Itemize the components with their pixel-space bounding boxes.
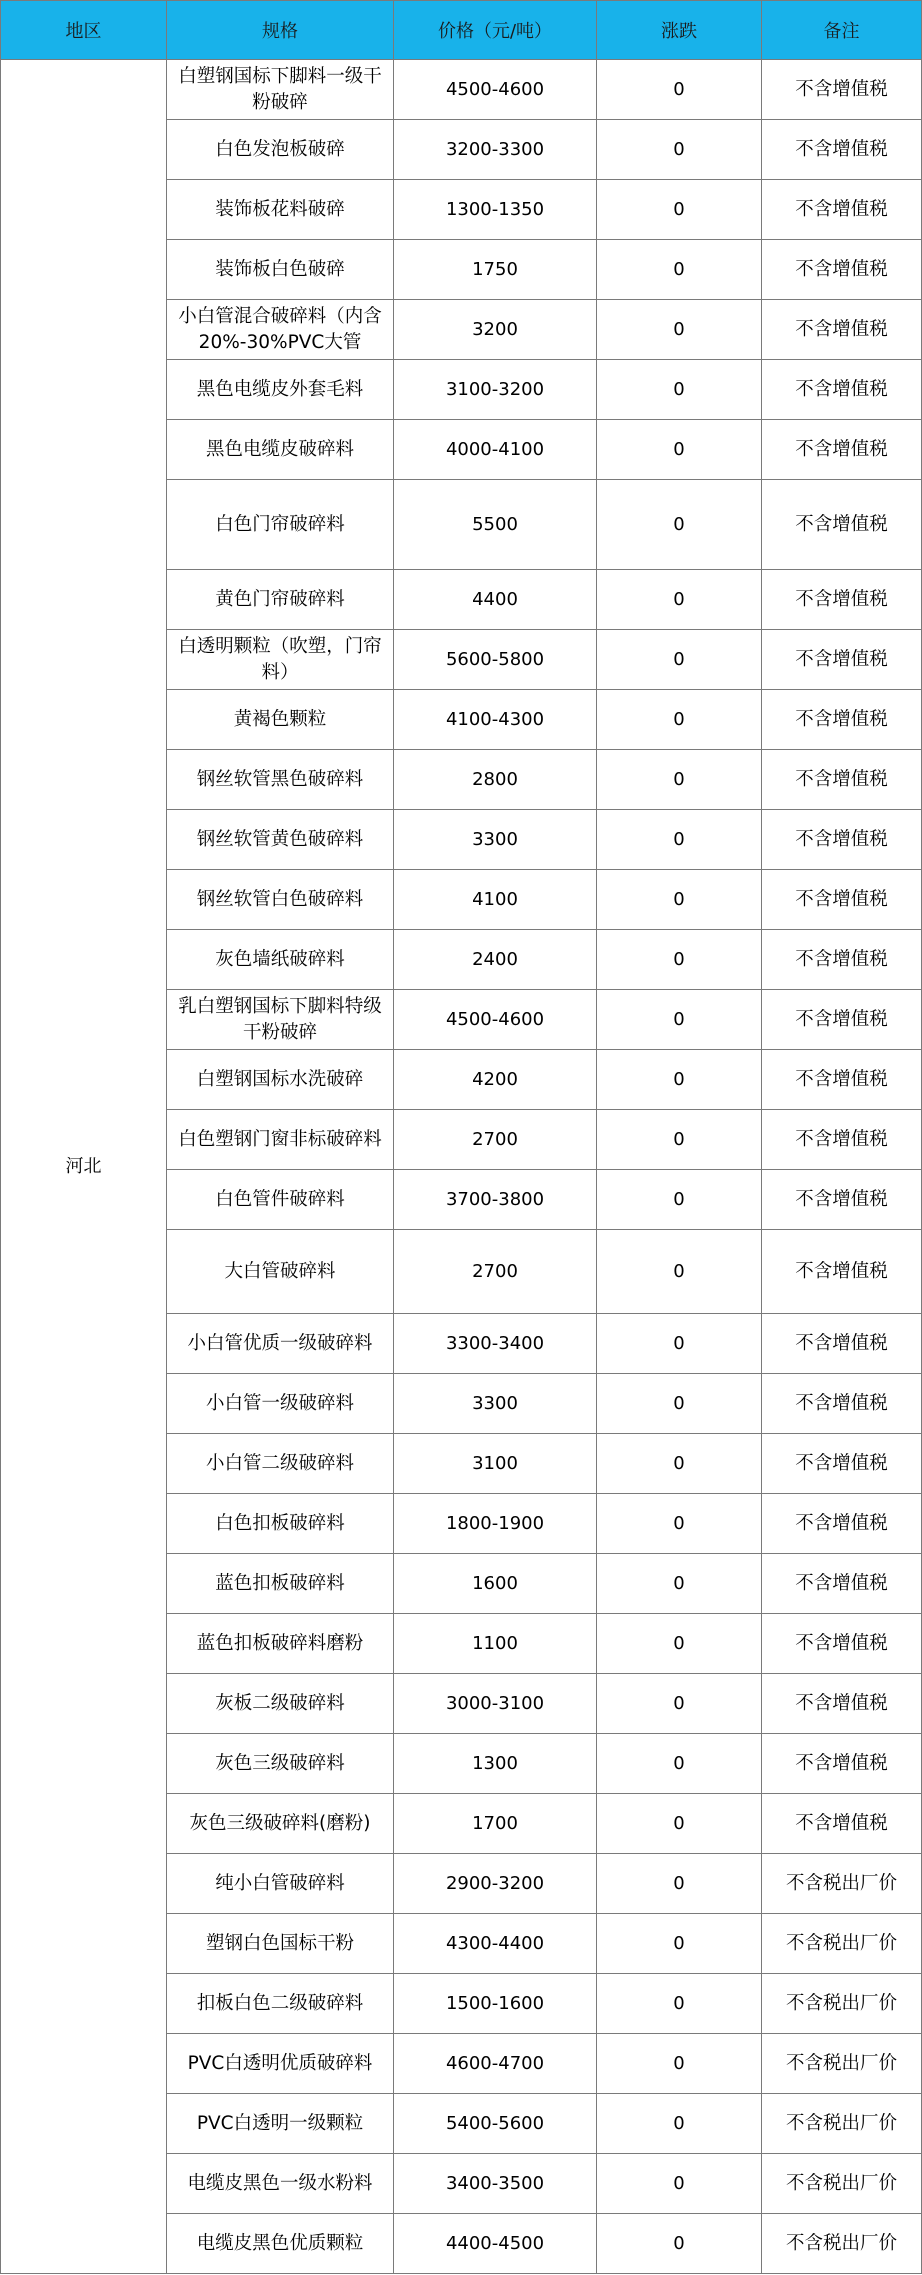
spec-text: 大白管破碎料 — [224, 1260, 336, 1282]
spec-cell — [167, 870, 394, 930]
spec-text: 灰色墙纸破碎料 — [215, 948, 345, 970]
change-cell: 0 — [597, 1914, 762, 1974]
note-cell: 不含税出厂价 — [762, 1974, 922, 2034]
note-cell: 不含税出厂价 — [762, 1914, 922, 1974]
spec-cell — [167, 690, 394, 750]
table-header-row — [1, 1, 922, 60]
spec-cell — [167, 240, 394, 300]
spec-cell — [167, 2154, 394, 2214]
change-cell: 0 — [597, 570, 762, 630]
spec-cell — [167, 570, 394, 630]
note-cell: 不含增值税 — [762, 300, 922, 360]
price-cell: 1100 — [394, 1614, 597, 1674]
spec-cell — [167, 120, 394, 180]
price-cell: 3300-3400 — [394, 1314, 597, 1374]
change-cell: 0 — [597, 2214, 762, 2274]
change-cell: 0 — [597, 180, 762, 240]
note-cell: 不含增值税 — [762, 750, 922, 810]
price-cell: 2700 — [394, 1230, 597, 1314]
spec-text: 蓝色扣板破碎料 — [215, 1572, 345, 1594]
change-cell: 0 — [597, 2154, 762, 2214]
spec-cell — [167, 1494, 394, 1554]
spec-cell — [167, 1974, 394, 2034]
change-cell: 0 — [597, 1734, 762, 1794]
change-cell: 0 — [597, 690, 762, 750]
change-cell: 0 — [597, 1494, 762, 1554]
price-cell: 3100-3200 — [394, 360, 597, 420]
spec-text: 黄褐色颗粒 — [233, 708, 327, 730]
price-cell: 2800 — [394, 750, 597, 810]
spec-text: 小白管一级破碎料 — [205, 1392, 354, 1414]
spec-text: 装饰板白色破碎 — [215, 258, 345, 280]
price-cell: 3700-3800 — [394, 1170, 597, 1230]
spec-text: 白色管件破碎料 — [215, 1188, 345, 1210]
spec-text: 装饰板花料破碎 — [215, 198, 345, 220]
price-cell: 1750 — [394, 240, 597, 300]
change-cell: 0 — [597, 2094, 762, 2154]
note-cell: 不含增值税 — [762, 930, 922, 990]
price-cell: 3200-3300 — [394, 120, 597, 180]
price-cell: 4400-4500 — [394, 2214, 597, 2274]
header-note: 备注 — [762, 1, 922, 60]
spec-cell — [167, 1050, 394, 1110]
note-cell: 不含增值税 — [762, 1554, 922, 1614]
note-cell: 不含增值税 — [762, 120, 922, 180]
note-cell: 不含增值税 — [762, 1734, 922, 1794]
price-cell: 1600 — [394, 1554, 597, 1614]
note-cell: 不含增值税 — [762, 1170, 922, 1230]
spec-text: 电缆皮黑色优质颗粒 — [196, 2232, 364, 2254]
note-cell: 不含增值税 — [762, 1674, 922, 1734]
spec-text: 小白管优质一级破碎料 — [187, 1332, 373, 1354]
price-cell: 4400 — [394, 570, 597, 630]
note-cell: 不含增值税 — [762, 690, 922, 750]
note-cell: 不含增值税 — [762, 1374, 922, 1434]
price-cell: 4100-4300 — [394, 690, 597, 750]
note-cell: 不含增值税 — [762, 60, 922, 120]
note-cell: 不含增值税 — [762, 1614, 922, 1674]
note-cell: 不含税出厂价 — [762, 1854, 922, 1914]
price-cell: 4200 — [394, 1050, 597, 1110]
spec-text: PVC白透明一级颗粒 — [196, 2112, 364, 2134]
spec-cell — [167, 480, 394, 570]
change-cell: 0 — [597, 1050, 762, 1110]
change-cell: 0 — [597, 60, 762, 120]
note-cell: 不含增值税 — [762, 1050, 922, 1110]
change-cell: 0 — [597, 300, 762, 360]
note-cell: 不含增值税 — [762, 1494, 922, 1554]
note-cell: 不含增值税 — [762, 360, 922, 420]
spec-text: 扣板白色二级破碎料 — [196, 1992, 364, 2014]
spec-text: 灰板二级破碎料 — [215, 1692, 345, 1714]
spec-text: 灰色三级破碎料 — [215, 1752, 345, 1774]
note-cell: 不含增值税 — [762, 1314, 922, 1374]
price-cell: 4600-4700 — [394, 2034, 597, 2094]
header-price: 价格（元/吨） — [394, 1, 597, 60]
change-cell: 0 — [597, 1974, 762, 2034]
price-cell: 3200 — [394, 300, 597, 360]
price-cell: 2900-3200 — [394, 1854, 597, 1914]
spec-cell — [167, 300, 394, 360]
spec-cell — [167, 1170, 394, 1230]
note-cell: 不含增值税 — [762, 990, 922, 1050]
change-cell: 0 — [597, 1434, 762, 1494]
note-cell: 不含税出厂价 — [762, 2214, 922, 2274]
note-cell: 不含增值税 — [762, 240, 922, 300]
change-cell: 0 — [597, 1314, 762, 1374]
change-cell: 0 — [597, 930, 762, 990]
header-change: 涨跌 — [597, 1, 762, 60]
spec-cell — [167, 1374, 394, 1434]
spec-cell — [167, 2034, 394, 2094]
change-cell: 0 — [597, 1674, 762, 1734]
spec-cell — [167, 630, 394, 690]
price-cell: 3300 — [394, 810, 597, 870]
spec-cell — [167, 1914, 394, 1974]
price-cell: 3000-3100 — [394, 1674, 597, 1734]
spec-cell — [167, 2094, 394, 2154]
note-cell: 不含增值税 — [762, 480, 922, 570]
change-cell: 0 — [597, 1554, 762, 1614]
spec-cell — [167, 1314, 394, 1374]
spec-cell — [167, 1854, 394, 1914]
spec-cell — [167, 990, 394, 1050]
note-cell: 不含增值税 — [762, 630, 922, 690]
price-cell: 3100 — [394, 1434, 597, 1494]
spec-cell — [167, 1434, 394, 1494]
change-cell: 0 — [597, 870, 762, 930]
spec-text: 小白管混合破碎料（内含20%-30%PVC大管 — [178, 305, 382, 353]
change-cell: 0 — [597, 810, 762, 870]
change-cell: 0 — [597, 2034, 762, 2094]
spec-text: 小白管二级破碎料 — [205, 1452, 354, 1474]
header-region: 地区 — [1, 1, 167, 60]
price-cell: 3400-3500 — [394, 2154, 597, 2214]
spec-cell — [167, 1614, 394, 1674]
price-cell: 3300 — [394, 1374, 597, 1434]
note-cell: 不含增值税 — [762, 870, 922, 930]
change-cell: 0 — [597, 480, 762, 570]
spec-text: 白透明颗粒（吹塑，门帘料） — [178, 635, 382, 683]
change-cell: 0 — [597, 1230, 762, 1314]
note-cell: 不含增值税 — [762, 1110, 922, 1170]
price-cell: 2700 — [394, 1110, 597, 1170]
spec-text: 蓝色扣板破碎料磨粉 — [196, 1632, 364, 1654]
price-cell: 4100 — [394, 870, 597, 930]
note-cell: 不含增值税 — [762, 180, 922, 240]
change-cell: 0 — [597, 1374, 762, 1434]
spec-cell — [167, 930, 394, 990]
note-cell: 不含增值税 — [762, 1794, 922, 1854]
spec-text: 灰色三级破碎料(磨粉) — [189, 1812, 371, 1834]
spec-text: 钢丝软管黄色破碎料 — [196, 828, 364, 850]
price-cell: 5600-5800 — [394, 630, 597, 690]
price-cell: 4300-4400 — [394, 1914, 597, 1974]
spec-cell — [167, 1794, 394, 1854]
price-cell: 1300 — [394, 1734, 597, 1794]
price-cell: 4500-4600 — [394, 60, 597, 120]
spec-text: 黑色电缆皮外套毛料 — [196, 378, 364, 400]
spec-text: 白色塑钢门窗非标破碎料 — [178, 1128, 382, 1150]
note-cell: 不含增值税 — [762, 1434, 922, 1494]
spec-cell — [167, 1734, 394, 1794]
note-cell: 不含增值税 — [762, 810, 922, 870]
spec-text: 电缆皮黑色一级水粉料 — [187, 2172, 373, 2194]
change-cell: 0 — [597, 1110, 762, 1170]
note-cell: 不含增值税 — [762, 1230, 922, 1314]
price-cell: 1800-1900 — [394, 1494, 597, 1554]
spec-text: 黄色门帘破碎料 — [215, 588, 345, 610]
region-cell: 河北 — [1, 60, 167, 2274]
table-row — [1, 60, 922, 120]
spec-cell — [167, 1554, 394, 1614]
change-cell: 0 — [597, 240, 762, 300]
spec-text: 黑色电缆皮破碎料 — [205, 438, 354, 460]
spec-text: 钢丝软管白色破碎料 — [196, 888, 364, 910]
price-cell: 2400 — [394, 930, 597, 990]
spec-text: 白色发泡板破碎 — [215, 138, 345, 160]
change-cell: 0 — [597, 420, 762, 480]
note-cell: 不含税出厂价 — [762, 2034, 922, 2094]
spec-text: 纯小白管破碎料 — [215, 1872, 345, 1894]
header-spec: 规格 — [167, 1, 394, 60]
price-cell: 4500-4600 — [394, 990, 597, 1050]
note-cell: 不含增值税 — [762, 570, 922, 630]
price-cell: 5500 — [394, 480, 597, 570]
price-cell: 5400-5600 — [394, 2094, 597, 2154]
note-cell: 不含增值税 — [762, 420, 922, 480]
price-cell: 1500-1600 — [394, 1974, 597, 2034]
table-body — [1, 60, 922, 2274]
change-cell: 0 — [597, 360, 762, 420]
spec-text: 白色扣板破碎料 — [215, 1512, 345, 1534]
change-cell: 0 — [597, 1854, 762, 1914]
spec-cell — [167, 750, 394, 810]
spec-cell — [167, 1674, 394, 1734]
spec-text: 乳白塑钢国标下脚料特级干粉破碎 — [178, 995, 382, 1043]
spec-cell — [167, 1230, 394, 1314]
spec-text: 白塑钢国标下脚料一级干粉破碎 — [178, 65, 382, 113]
spec-cell — [167, 1110, 394, 1170]
change-cell: 0 — [597, 120, 762, 180]
price-cell: 1700 — [394, 1794, 597, 1854]
spec-cell — [167, 180, 394, 240]
change-cell: 0 — [597, 1614, 762, 1674]
price-cell: 4000-4100 — [394, 420, 597, 480]
note-cell: 不含税出厂价 — [762, 2154, 922, 2214]
change-cell: 0 — [597, 1170, 762, 1230]
spec-cell — [167, 60, 394, 120]
change-cell: 0 — [597, 750, 762, 810]
spec-text: 塑钢白色国标干粉 — [205, 1932, 354, 1954]
note-cell: 不含税出厂价 — [762, 2094, 922, 2154]
spec-text: 钢丝软管黑色破碎料 — [196, 768, 364, 790]
spec-text: 白塑钢国标水洗破碎 — [196, 1068, 364, 1090]
spec-cell — [167, 2214, 394, 2274]
spec-cell — [167, 360, 394, 420]
spec-cell — [167, 810, 394, 870]
spec-text: PVC白透明优质破碎料 — [187, 2052, 373, 2074]
change-cell: 0 — [597, 990, 762, 1050]
spec-cell — [167, 420, 394, 480]
spec-text: 白色门帘破碎料 — [215, 513, 345, 535]
change-cell: 0 — [597, 1794, 762, 1854]
price-cell: 1300-1350 — [394, 180, 597, 240]
change-cell: 0 — [597, 630, 762, 690]
